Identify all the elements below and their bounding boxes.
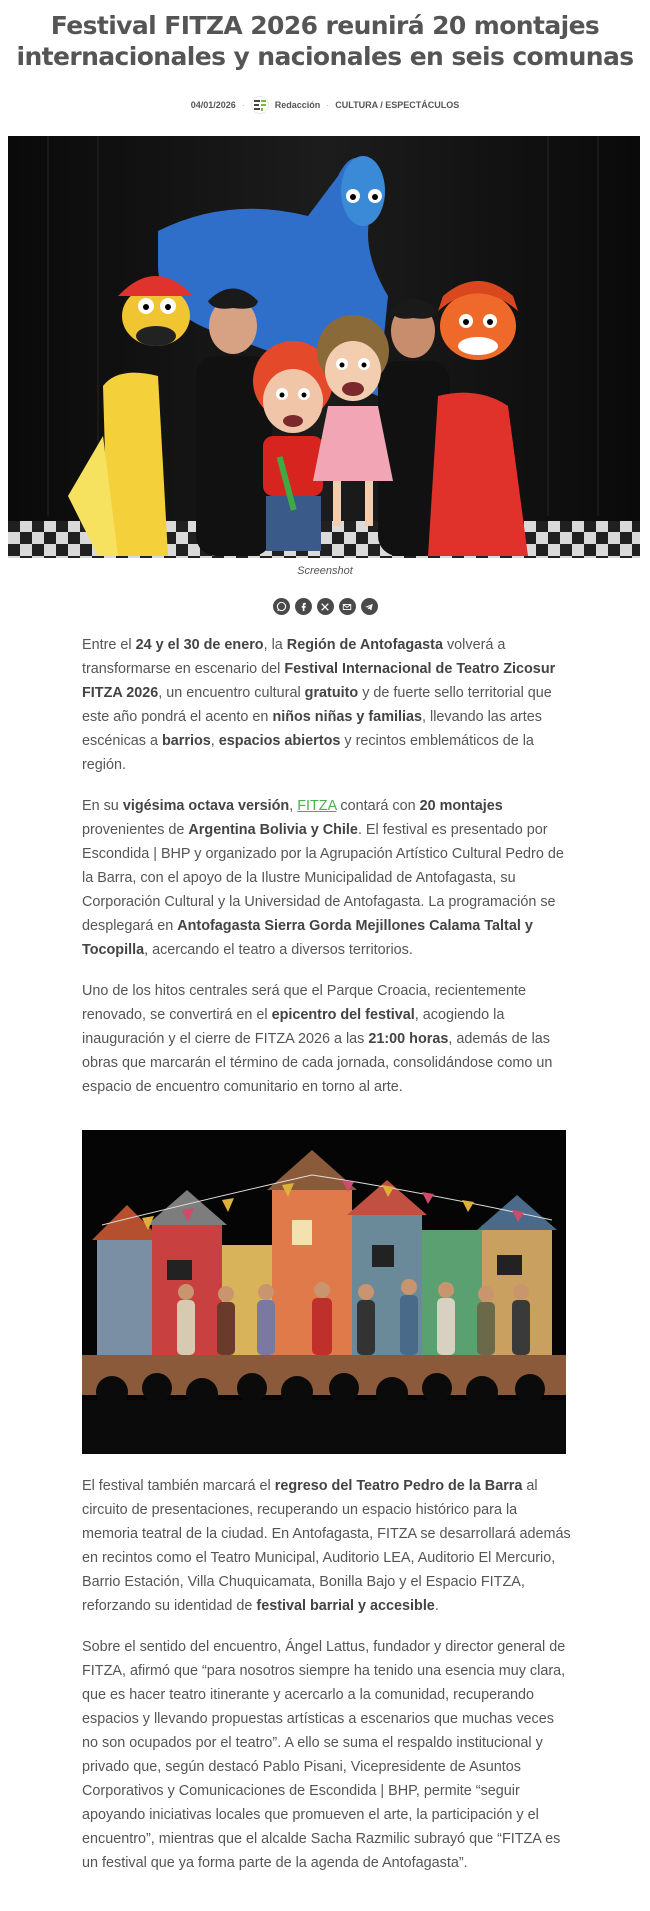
bold-text: festival barrial y accesible bbox=[256, 1598, 435, 1614]
publish-date: 04/01/2026 bbox=[190, 100, 236, 110]
bold-text: Antofagasta Sierra Gorda Mejillones Calama Taltal y Tocopilla bbox=[82, 918, 533, 958]
bold-text: espacios abiertos bbox=[218, 733, 341, 749]
bold-text: Región de Antofagasta bbox=[286, 637, 443, 653]
bold-text: Festival Internacional de Teatro Zicosur FITZA 2026 bbox=[82, 661, 556, 701]
text-run: , acercando el teatro a diversos territorios. bbox=[144, 942, 413, 958]
text-run: , además de las obras que marcarán el término de cada jornada, consolidándose como un espacio de encuentro comunitario en torno al arte. bbox=[82, 1031, 553, 1095]
site-logo-icon bbox=[251, 96, 269, 114]
text-run: Uno de los hitos centrales será que el Parque Croacia, recientemente renovado, se convertirá en el bbox=[82, 983, 526, 1023]
bold-text: 24 y el 30 de enero bbox=[135, 637, 264, 653]
text-run: Sobre el sentido del encuentro, Ángel Lattus, fundador y director general de FITZA, afirmó que “para nosotros siempre ha tenido una esencia muy clara, que es hacer teatro itinerante y acercarlo a la comunidad, recuperando espacios y llevando propuestas artísticas a escenarios que muchas veces no son ocupados por el teatro”. A ello se suma el respaldo institucional y privado que, según destacó Pablo Pisani, Vicepresidente de Asuntos Corporativos y Comunicaciones de Escondida | BHP, permite “seguir apoyando iniciativas locales que promueven el arte, la participación y el encuentro”, mientras que el alcalde Sacha Razmilic subrayó que “FITZA es un festival que ya forma parte de la agenda de Antofagasta”. bbox=[82, 1639, 566, 1871]
text-run: al circuito de presentaciones, recuperando un espacio histórico para la memoria teatral de la ciudad. En Antofagasta, FITZA se desarrollará además en recintos como el Teatro Municipal, Auditorio LEA, Auditorio El Mercurio, Barrio Estación, Villa Chuquicamata, Bonilla Bajo y el Espacio FITZA, reforzando su identidad de bbox=[82, 1478, 571, 1614]
paragraph-parque-croacia bbox=[82, 979, 572, 1099]
paragraph-teatro-pedro bbox=[82, 1474, 572, 1618]
paragraph-lattus-quote bbox=[82, 1635, 572, 1875]
bold-text: epicentro del festival bbox=[271, 1007, 415, 1023]
text-run: El festival también marcará el bbox=[82, 1478, 275, 1494]
author-link[interactable]: Redacción bbox=[274, 100, 321, 110]
text-run: Entre el bbox=[82, 637, 136, 653]
text-run: provenientes de bbox=[82, 822, 189, 838]
stage-play-illustration bbox=[82, 1130, 566, 1454]
text-run: , acogiendo la inauguración y el cierre de FITZA 2026 a las bbox=[82, 1007, 505, 1047]
email-icon[interactable] bbox=[339, 598, 356, 615]
bold-text: regreso del Teatro Pedro de la Barra bbox=[274, 1478, 523, 1494]
puppet-scene-illustration bbox=[8, 136, 640, 558]
x-icon[interactable] bbox=[317, 598, 334, 615]
text-run: , bbox=[210, 733, 219, 749]
meta-separator: · bbox=[241, 100, 245, 110]
bold-text: 20 montajes bbox=[419, 798, 503, 814]
text-run: volverá a transformarse en escenario del bbox=[82, 637, 506, 677]
text-run: y de fuerte sello territorial que este año pondrá el acento en bbox=[82, 685, 552, 725]
text-run: . bbox=[434, 1598, 439, 1614]
article-meta bbox=[0, 96, 650, 114]
text-run: contará con bbox=[336, 798, 420, 814]
bold-text: 21:00 horas bbox=[368, 1031, 449, 1047]
bold-text: Argentina Bolivia y Chile bbox=[188, 822, 358, 838]
share-bar bbox=[0, 598, 650, 615]
whatsapp-icon[interactable] bbox=[273, 598, 290, 615]
text-run: , llevando las artes escénicas a bbox=[82, 709, 542, 749]
article-title: Festival FITZA 2026 reunirá 20 montajes internacionales y nacionales en seis comunas bbox=[16, 11, 634, 71]
text-run: y recintos emblemáticos de la región. bbox=[82, 733, 534, 773]
meta-separator-2: · bbox=[326, 100, 330, 110]
bold-text: niños niñas y familias bbox=[272, 709, 422, 725]
telegram-icon[interactable] bbox=[361, 598, 378, 615]
text-run: , un encuentro cultural bbox=[158, 685, 305, 701]
paragraph-intro bbox=[82, 633, 572, 777]
bold-text: gratuito bbox=[304, 685, 359, 701]
fitza-link[interactable]: FITZA bbox=[297, 798, 337, 814]
text-run: , bbox=[289, 798, 298, 814]
hero-image bbox=[8, 136, 640, 558]
text-run: , la bbox=[263, 637, 287, 653]
stage-photo bbox=[82, 1130, 566, 1454]
text-run: . El festival es presentado por Escondida | BHP y organizado por la Agrupación Artístico Cultural Pedro de la Barra, con el apoyo de la Ilustre Municipalidad de Antofagasta, su Corporación Cultural y la Universidad de Antofagasta. La programación se desplegará en bbox=[82, 822, 564, 934]
bold-text: vigésima octava versión bbox=[122, 798, 290, 814]
facebook-icon[interactable] bbox=[295, 598, 312, 615]
paragraph-version bbox=[82, 794, 572, 962]
text-run: En su bbox=[82, 798, 123, 814]
category-link[interactable]: CULTURA / ESPECTÁCULOS bbox=[335, 100, 460, 110]
image-caption: Screenshot bbox=[297, 565, 353, 577]
bold-text: barrios bbox=[162, 733, 211, 749]
